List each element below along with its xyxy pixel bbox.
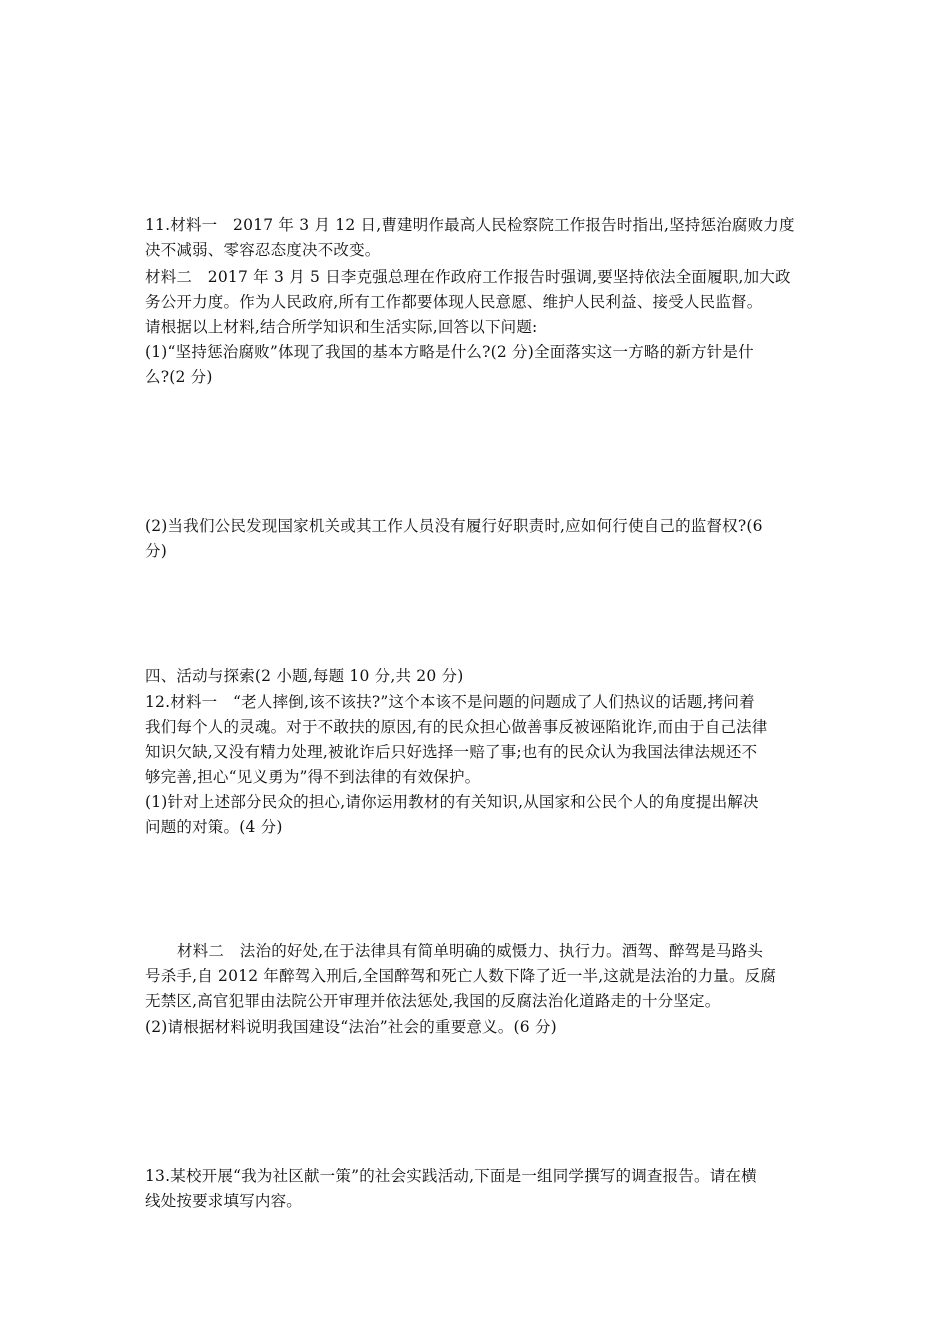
section-4-heading (145, 664, 810, 689)
text-line: (2)当我们公民发现国家机关或其工作人员没有履行好职责时,应如何行使自己的监督权?(6 (145, 517, 763, 535)
text-line: 分) (145, 542, 167, 560)
text-line: 13.某校开展“我为社区献一策”的社会实践活动,下面是一组同学撰写的调查报告。请在横 (145, 1167, 757, 1185)
text-line: 决不减弱、零容忍态度决不改变。 (145, 241, 381, 259)
text-line: 请根据以上材料,结合所学知识和生活实际,回答以下问题: (145, 318, 538, 336)
text-line: 号杀手,自 2012 年醉驾入刑后,全国醉驾和死亡人数下降了近一半,这就是法治的力量。反腐 (145, 967, 777, 985)
text-line: 务公开力度。作为人民政府,所有工作都要体现人民意愿、维护人民利益、接受人民监督。 (145, 293, 763, 311)
text-line: 问题的对策。(4 分) (145, 818, 283, 836)
question-11-sub-1 (145, 340, 810, 390)
text-line: 我们每个人的灵魂。对于不敢扶的原因,有的民众担心做善事反被诬陷讹诈,而由于自己法律 (145, 718, 768, 736)
text-line: (2)请根据材料说明我国建设“法治”社会的重要意义。(6 分) (145, 1018, 557, 1036)
text-line: (1)针对上述部分民众的担心,请你运用教材的有关知识,从国家和公民个人的角度提出解决 (145, 793, 759, 811)
text-line: 无禁区,高官犯罪由法院公开审理并依法惩处,我国的反腐法治化道路走的十分坚定。 (145, 992, 721, 1010)
text-line: 么?(2 分) (145, 368, 213, 386)
text-line: 线处按要求填写内容。 (145, 1192, 303, 1210)
text-line: (1)“坚持惩治腐败”体现了我国的基本方略是什么?(2 分)全面落实这一方略的新方针是什 (145, 343, 754, 361)
text-line: 知识欠缺,又没有精力处理,被讹诈后只好选择一赔了事;也有的民众认为我国法律法规还不 (145, 743, 758, 761)
text-line: 够完善,担心“见义勇为”得不到法律的有效保护。 (145, 768, 481, 786)
question-12-sub-2 (145, 1015, 810, 1040)
question-12-sub-1 (145, 790, 810, 840)
text-line: 材料二 2017 年 3 月 5 日李克强总理在作政府工作报告时强调,要坚持依法全面履职,加大政 (145, 268, 791, 286)
question-13 (145, 1164, 810, 1214)
text-line: 12.材料一 “老人摔倒,该不该扶?”这个本该不是问题的问题成了人们热议的话题,拷问着 (145, 693, 755, 711)
question-12-material-2 (145, 939, 810, 1014)
text-line: 材料二 法治的好处,在于法律具有简单明确的威慑力、执行力。酒驾、醉驾是马路头 (177, 942, 764, 960)
question-11-sub-2 (145, 514, 810, 564)
question-11-prompt (145, 315, 810, 340)
question-11-material-2 (145, 265, 810, 315)
text-line: 11.材料一 2017 年 3 月 12 日,曹建明作最高人民检察院工作报告时指出,坚持惩治腐败力度 (145, 216, 795, 234)
question-11-material-1 (145, 213, 810, 263)
question-12-material-1 (145, 690, 810, 790)
section-heading: 四、活动与探索(2 小题,每题 10 分,共 20 分) (145, 667, 464, 685)
